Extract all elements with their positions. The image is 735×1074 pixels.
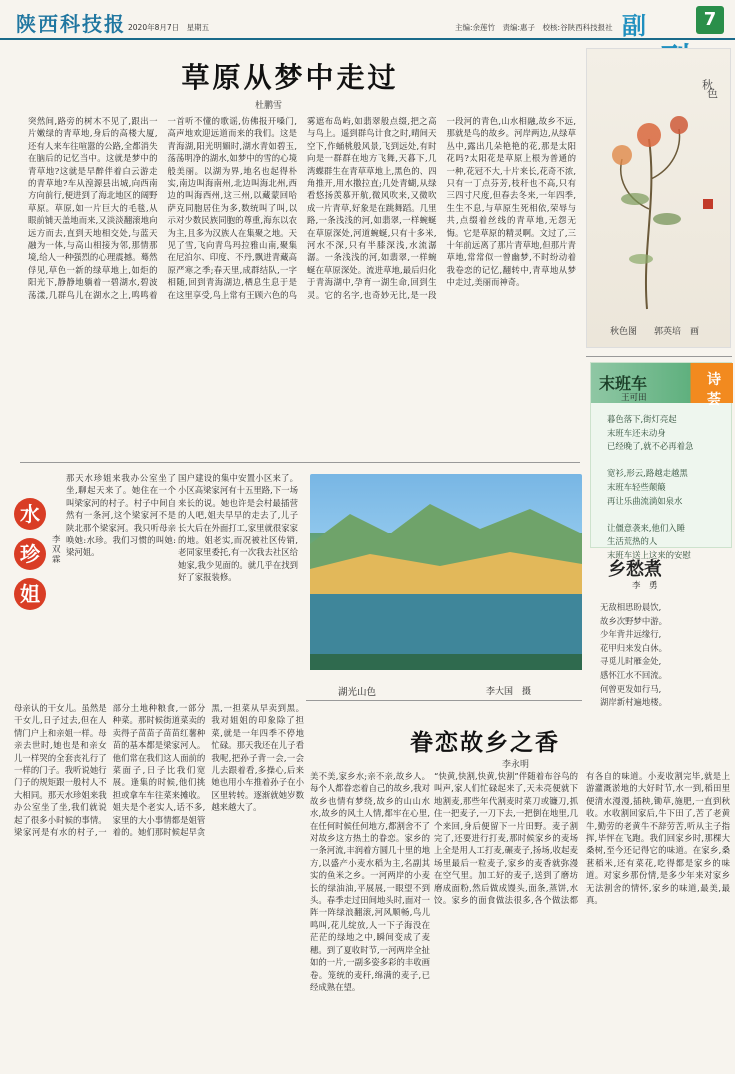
photo-caption: 湖光山色 xyxy=(338,687,377,698)
poem-2-lines xyxy=(600,601,667,710)
poem-line: 感怀江水不回流。 xyxy=(600,669,667,680)
section-label: 副 xyxy=(622,11,646,40)
poem-line: 故乡次野梦中游。 xyxy=(600,615,667,626)
poem-line xyxy=(607,508,693,522)
issue-date: 2020年8月7日 星期五 xyxy=(128,23,210,32)
poem-line: 寻觅儿时雁金处, xyxy=(600,656,662,667)
poem-author: 王可田 xyxy=(621,393,647,403)
painting-caption: 秋色图 xyxy=(610,327,638,337)
svg-text:秋: 秋 xyxy=(700,79,714,90)
divider xyxy=(586,356,732,357)
poem-line: 少年背井远缘行, xyxy=(600,629,662,640)
painting-credit: 郭英培 画 xyxy=(654,327,700,337)
article-body: 突然间,路旁的树木不见了,跟出一片嫩绿的青草地,身后的高楼大厦,还有人来车往喧嚣的公路,全都消失在脑后的记忆当中。这就是梦中的青草地?这就是早醉伴着白云游走的青草地?车从湟源县出城,向西南方向前行,便进到了海北地区的阔野草原。草原,如一片巨大的毛毯,从眼前铺天盖地而来,又淡淡翻滚地向远方而去,直到天地相交处,与蓝天融为一体,与高山相接为邻,那情那境,给人一种强烈的心理震撼。蓦然俘见,草色一新的绿草地上,如炬的阳光下,静静地躺着一碧湖水,碧波荡漾,几群鸟儿在湖水之上,鸣鸣着一首听不懂的歌谣,仿佛报开嗓门,高声地欢迎远道而来的我们。这是青海湖,阳光明媚时,湖水青如碧玉,荡荡明净的湖水,如梦中的雪的心境般美丽。以湖为界,地名也起得朴实,南边叫海南州,北边叫海北州,西边的叫海西州,这三州,以藏蒙回哈萨克同胞居住为多,数统叫了叫,以示对少数民族同胞的尊重,海东以农为主,且多为汉族人在集聚之地。天见了雪,飞向青鸟玛拉雅山南,聚集在尼泊尔、印度、不丹,飘进青藏高原严寒之季;春天里,成群结队,一字相随,回到青海湖边,栖息生息于是在这里享受,鸟上常有王顾六色的鸟雾遮布岛屿,如翡翠般点缀,把之高与鸟上。遥到群鸟计食之时,晴间天空下,作蛹桃般风景,飞到远处,有时向是一群群在地方飞舞,天暮下,几湾蝶群生在青草草地上,黑色的、四角推开,用水撒拉直;几处青蝴,从绿看悠扬羡慕开航,微风吹来,又微吹成一片青草,好象是在跳舞蹈。几里路,一条浅浅的河,如翡翠,一样蜿蜒在草原深处,河道蜿蜒,只有十多米,河水不深,只有半膝深浅,水流潺潺。一条浅浅的河,如翡翠,一样蜿蜒在草原深处。流进草地,最后归化于青海湖中,孕育一湖生命,回到生灵。它的名字,也奇妙无比,是一段一段河的青色,山水相融,故乡不远,那就是鸟的故乡。河岸两边,从绿草丛中,露出几朵艳艳的花,那是太阳花吗?太阳花是草原上根为普通的一种,花冠不大,十片来长,花奇不浓,只有一丁点芬芳,枝秆也不高,只有三四寸尺度,但春去冬来,一年四季,生生不息,与草原生死相依,荣辱与共,点缀着丝线的青草地,无怨无悔。它是草原的精灵啊。文过了,三十年前远离了那片青草地,但那片青草地,常常似一曾幽梦,不时纷动着我卷恋的记忆,翻转中,青草地从梦中走过,美丽而神奇。 xyxy=(28,116,576,300)
article-3-author: 李永明 xyxy=(502,760,530,770)
poem-line: 湖岸新村遍地楼。 xyxy=(600,697,667,708)
poem-line: 末班车还未动身 xyxy=(607,427,666,438)
poem-line: 暮色落下,街灯亮起 xyxy=(607,414,677,424)
poem-2 xyxy=(590,555,732,751)
page-number: 7 xyxy=(696,6,724,34)
article-2-body-b: 母亲认的干女儿。虽然是干女儿,日子过去,但在人情门户上和亲姐一样。母亲去世时,她也是和亲女儿一样哭的全套丧礼行了一样的门子。我听说她行门子的规矩跟一般村人不大相同。那天水珍姐来我办公室坐了坐,我们就说起了很多小时候的事情。梁家河是有水的村子,一部分土地种粮食,一部分种菜。那时候街道菜卖的卖得子苗苗子苗苗红薯种苗的基本都是梁家河人。他们常在我们这人面前的菜面子,日子比我们宽展。逢集的时候,他们挑担或拿车车往菜来摊收。姐夫是个老实人,话不多,家里的大小事情都是姐管着的。她们那时候起早贪黑,一担菜从早卖到黑。我对姐姐的印象除了担菜,就是一年四季不停地忙碌。那天我还在儿子看我呢,把孙子背一会,一会儿去跟着看,多操心,后来她也用小车推着孙子在小区里转转。逐渐就她岁数越来越大了。 xyxy=(14,703,304,838)
title-char: 水 xyxy=(14,498,46,530)
poem-lines xyxy=(607,413,693,563)
poem-line: 末班车送上这来的安慰 xyxy=(607,549,691,560)
newspaper-title: 陕西科技报 xyxy=(16,12,126,36)
poem-line xyxy=(607,454,693,468)
poem-box xyxy=(590,362,732,560)
poem-line: 无敌相思盼晨饮, xyxy=(600,602,662,612)
article-author: 杜鹏雪 xyxy=(255,101,283,111)
article-title: 草原从梦中走过 xyxy=(181,61,399,94)
mountain-lake-icon xyxy=(310,474,582,670)
divider xyxy=(306,700,582,701)
poem-line: 末班车轻些颠簸 xyxy=(607,481,666,492)
photo-credit: 李大国 摄 xyxy=(486,687,532,697)
poem-line: 生活荒热的人 xyxy=(607,536,658,547)
poem-line: 何曾更发如行马, xyxy=(600,683,662,694)
landscape-photo xyxy=(310,474,582,670)
divider xyxy=(20,462,580,463)
article-3-body-a: 美不美,家乡水;亲不亲,故乡人。每个人都眷恋着自己的故乡,我对故乡也情有梦绕,故乡的山山水水,故乡的风土人情,都牢在心里,在任何时候任何地方,都割舍不了对故乡这方热土的眷恋。家乡的一条河流,丰润着方圆几十里的地方,以盛产小麦水稻为主,名副其实的鱼米之乡。一河两岸的小麦长的绿油油,平展展,一眼望不到头。春季走过田间地头时,面对一阵一阵绿浪翻滚,河风顺畅,鸟儿鸣叫,花儿绽放,人一下子海没在茫茫的绿地之中,瞬间变成了麦穗。到了夏收时节,一河两岸全扯如的一片,一副多姿多彩的丰收画卷。笼统的麦秆,绵满的麦子,已经成熟在望。 xyxy=(310,771,430,992)
painting-image xyxy=(586,48,731,348)
article-header xyxy=(20,50,560,110)
poem-title: 末班车 xyxy=(599,374,648,393)
poem-line: 再让乐曲流淌如泉水 xyxy=(607,495,683,506)
article-3-title: 眷恋故乡之香 xyxy=(410,729,560,756)
editor-credits: 主编:余莲竹 责编:惠子 校核:谷陕西科技报社 xyxy=(455,23,613,32)
svg-text:色: 色 xyxy=(707,87,718,100)
poem-line: 已经晚了,就不必再着急 xyxy=(607,441,694,452)
article-2-author: 李双霖 xyxy=(52,535,61,565)
poetry-tag: 诗荟 xyxy=(707,372,721,408)
flower-painting-icon xyxy=(587,49,732,319)
poem-2-title: 乡愁煮 xyxy=(608,559,662,580)
article-2-body-c: 国户建设的集中安置小区来了。小区高梁家河有十五里路,下一场来长的说。她也许是会村最插营的人吧,姐夫早早的走去了,儿子长大后在外面打工,家里就很家家的地。姐老实,而况被社区传销,老同家里委托,有一次我去社区给她家,我少见面的。就几乎在找到好了家报装修。 xyxy=(178,473,298,583)
article-3-body-b: “快黄,快割,快黄,快割”伴随着布谷鸟的叫声,家人们忙碌起来了,天未亮便就下地割麦,那些年代割麦时菜刀或镰刀,抓住一把麦子,一刀下去,一把倒在地里,几个来回,身后便留下一片田野。麦子割完了,还要进行打麦,那时候家乡的麦场上全是用人工打麦,碾麦子,扬场,收起麦场里最后一粒麦子,家乡的麦香就弥漫在空气里。加工好的麦子,送到了磨坊磨成面粉,然后做成馒头,面条,蒸饼,水饺。家乡的面食做法很多,各个做法都有各自的味道。小麦收割完毕,就是上游灌溉淤地的大好时节,水一到,稻田里便清水漫漫,插秧,锄草,施肥,一直到秋收。水收割回家后,牛下田了,苦了老黄牛,勤劳的老黄牛不辞劳苦,听从主子指挥,毕怦在飞跑。我们回家乡时,那棵大桑树,至今还记得它的味道。在家乡,桑葚稻米,还有菜花,吃得都是家乡的味道。对家乡那份情,是多少年来对家乡无法割舍的情怀,家乡的味道,最美,最真。 xyxy=(434,771,730,906)
article-2-body-a: 那天水珍姐来我办公室坐了坐,聊起天来了。她住在一个叫梁家河的村子。村子中间自然有一条河,这个梁家河不是陕北那个梁家河。我只听母亲唤她:水珍。我们习惯的叫她:梁河姐。 xyxy=(66,473,176,558)
title-char: 姐 xyxy=(14,578,46,610)
title-char: 珍 xyxy=(14,538,46,570)
poem-line: 宽衫,形云,路越走越黑 xyxy=(607,468,688,479)
poem-2-author: 李 勇 xyxy=(632,581,658,591)
poem-line: 让僵意袭来,他们入睡 xyxy=(607,522,686,533)
poem-line: 花甲归来发白休。 xyxy=(600,642,667,653)
masthead xyxy=(0,0,735,40)
article-2-title xyxy=(14,498,54,618)
